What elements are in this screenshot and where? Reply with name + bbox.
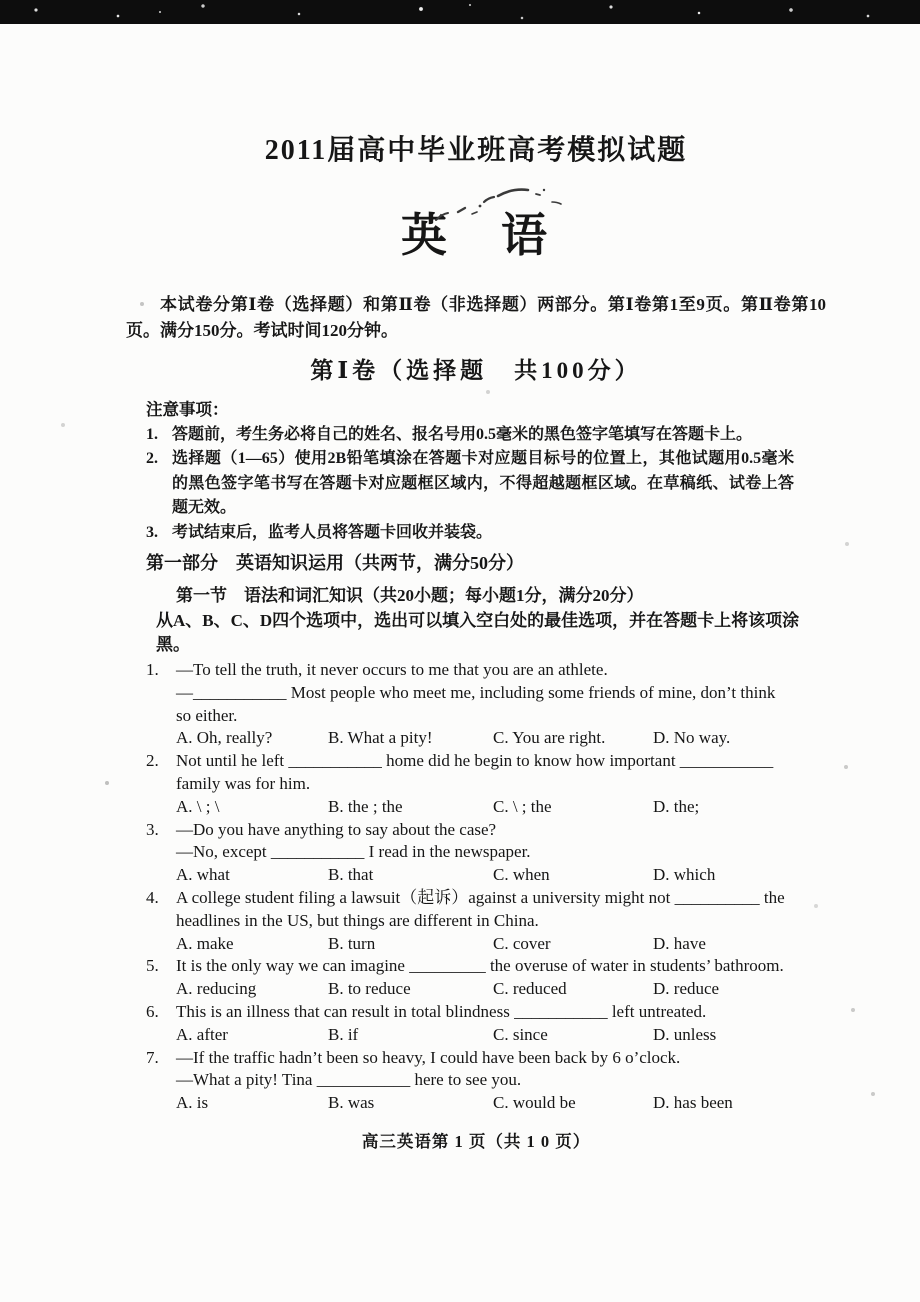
option-cell: A. reducing: [176, 979, 257, 999]
question-line: —What a pity! Tina ___________ here to see you.: [176, 1070, 522, 1090]
question-line: —Do you have anything to say about the case?: [176, 819, 497, 839]
notes-list: [146, 423, 794, 546]
option-cell: C. when: [493, 865, 550, 885]
scanner-edge-bar: [0, 0, 920, 24]
option-cell: C. You are right.: [493, 728, 606, 748]
note-number: 3.: [146, 523, 158, 541]
option-cell: C. cover: [493, 933, 551, 953]
scan-noise-specks: [0, 0, 2, 2]
option-cell: B. to reduce: [328, 979, 411, 999]
option-cell: D. unless: [653, 1024, 717, 1044]
question-body: [176, 659, 826, 750]
option-cell: A. after: [176, 1024, 228, 1044]
options-row: [176, 933, 826, 956]
option-cell: A. make: [176, 933, 234, 953]
question-body: [176, 1001, 826, 1047]
page-title: 2011届高中毕业班高考模拟试题: [264, 135, 688, 166]
question-line: Not until he left ___________ home did he begin to know how important ___________: [176, 751, 774, 771]
question-body: [176, 955, 826, 1001]
question-body: [176, 819, 826, 887]
note-item: [146, 447, 794, 521]
option-cell: D. No way.: [653, 728, 731, 748]
notes-section: [146, 398, 794, 545]
option-cell: D. which: [653, 865, 716, 885]
question-number: 1.: [146, 660, 159, 679]
question-body: [176, 750, 826, 818]
question-number: 4.: [146, 887, 159, 907]
question-line: A college student filing a lawsuit（起诉）against a university might not __________ the: [176, 887, 785, 907]
option-cell: B. the ; the: [328, 796, 403, 816]
option-cell: D. the;: [653, 796, 700, 816]
options-row: [176, 1024, 826, 1047]
option-cell: B. was: [328, 1093, 375, 1113]
volume-heading: 第Ⅰ卷（选择题 共100分）: [310, 358, 642, 383]
option-cell: D. have: [653, 933, 706, 953]
option-cell: D. reduce: [653, 979, 720, 999]
option-cell: C. \ ; the: [493, 796, 552, 816]
option-cell: A. is: [176, 1093, 209, 1113]
question-line: This is an illness that can result in total blindness ___________ left untreated.: [176, 1001, 707, 1021]
note-item: [146, 423, 794, 448]
question-line: family was for him.: [176, 773, 311, 793]
option-cell: C. would be: [493, 1093, 576, 1113]
question-item: [146, 1047, 826, 1115]
options-row: [176, 978, 826, 1001]
question-line: —___________ Most people who meet me, including some friends of mine, don’t think: [176, 682, 776, 702]
question-item: [146, 750, 826, 818]
option-cell: B. What a pity!: [328, 728, 433, 748]
question-item: [146, 659, 826, 750]
question-item: [146, 955, 826, 1001]
options-row: [176, 1092, 826, 1115]
subject-title: 英 语: [401, 210, 551, 261]
intro-paragraph: 本试卷分第Ⅰ卷（选择题）和第Ⅱ卷（非选择题）两部分。第Ⅰ卷第1至9页。第Ⅱ卷第10页。满分150分。考试时间120分钟。: [126, 295, 826, 340]
note-text: 选择题（1—65）使用2B铅笔填涂在答题卡对应题目标号的位置上，其他试题用0.5毫米的黑色签字笔书写在答题卡对应题框区域内，不得超越题框区域。在草稿纸、试卷上答题无效。: [172, 450, 794, 516]
question-line: —To tell the truth, it never occurs to me that you are an athlete.: [176, 660, 608, 679]
option-cell: A. \ ; \: [176, 796, 220, 816]
option-cell: B. that: [328, 865, 374, 885]
option-cell: C. reduced: [493, 979, 567, 999]
notes-title: 注意事项：: [146, 400, 229, 419]
note-number: 1.: [146, 425, 158, 443]
option-cell: A. Oh, really?: [176, 728, 273, 748]
option-cell: B. turn: [328, 933, 376, 953]
section1-instruction: 从A、B、C、D四个选项中，选出可以填入空白处的最佳选项，并在答题卡上将该项涂黑。: [156, 611, 800, 654]
question-number: 2.: [146, 751, 159, 771]
question-number: 6.: [146, 1001, 159, 1021]
part1-heading: 第一部分 英语知识运用（共两节，满分50分）: [146, 553, 524, 573]
question-item: [146, 819, 826, 887]
page-footer: 高三英语第 1 页（共 1 0 页）: [361, 1131, 591, 1151]
section1-heading: 第一节 语法和词汇知识（共20小题；每小题1分，满分20分）: [176, 586, 644, 605]
options-row: [176, 864, 826, 887]
options-row: [176, 796, 826, 819]
question-list: [146, 659, 826, 1115]
question-line: so either.: [176, 705, 238, 725]
note-text: 考试结束后，监考人员将答题卡回收并装袋。: [172, 523, 493, 541]
note-item: [146, 521, 794, 546]
question-line: It is the only way we can imagine _________ the overuse of water in students’ bathroom.: [176, 956, 784, 976]
question-body: [176, 1047, 826, 1115]
note-number: 2.: [146, 450, 158, 467]
option-cell: B. if: [328, 1024, 359, 1044]
question-line: headlines in the US, but things are different in China.: [176, 910, 539, 930]
question-line: —No, except ___________ I read in the newspaper.: [176, 842, 531, 862]
option-cell: C. since: [493, 1024, 548, 1044]
question-body: [176, 887, 826, 955]
question-item: [146, 887, 826, 955]
option-cell: D. has been: [653, 1093, 733, 1113]
question-number: 5.: [146, 956, 159, 976]
options-row: [176, 727, 826, 750]
option-cell: A. what: [176, 865, 230, 885]
question-line: —If the traffic hadn’t been so heavy, I could have been back by 6 o’clock.: [176, 1047, 681, 1067]
question-number: 3.: [146, 819, 159, 839]
question-item: [146, 1001, 826, 1047]
question-number: 7.: [146, 1047, 159, 1067]
pen-squiggle-mark: [428, 172, 578, 232]
note-text: 答题前，考生务必将自己的姓名、报名号用0.5毫米的黑色签字笔填写在答题卡上。: [172, 425, 753, 443]
